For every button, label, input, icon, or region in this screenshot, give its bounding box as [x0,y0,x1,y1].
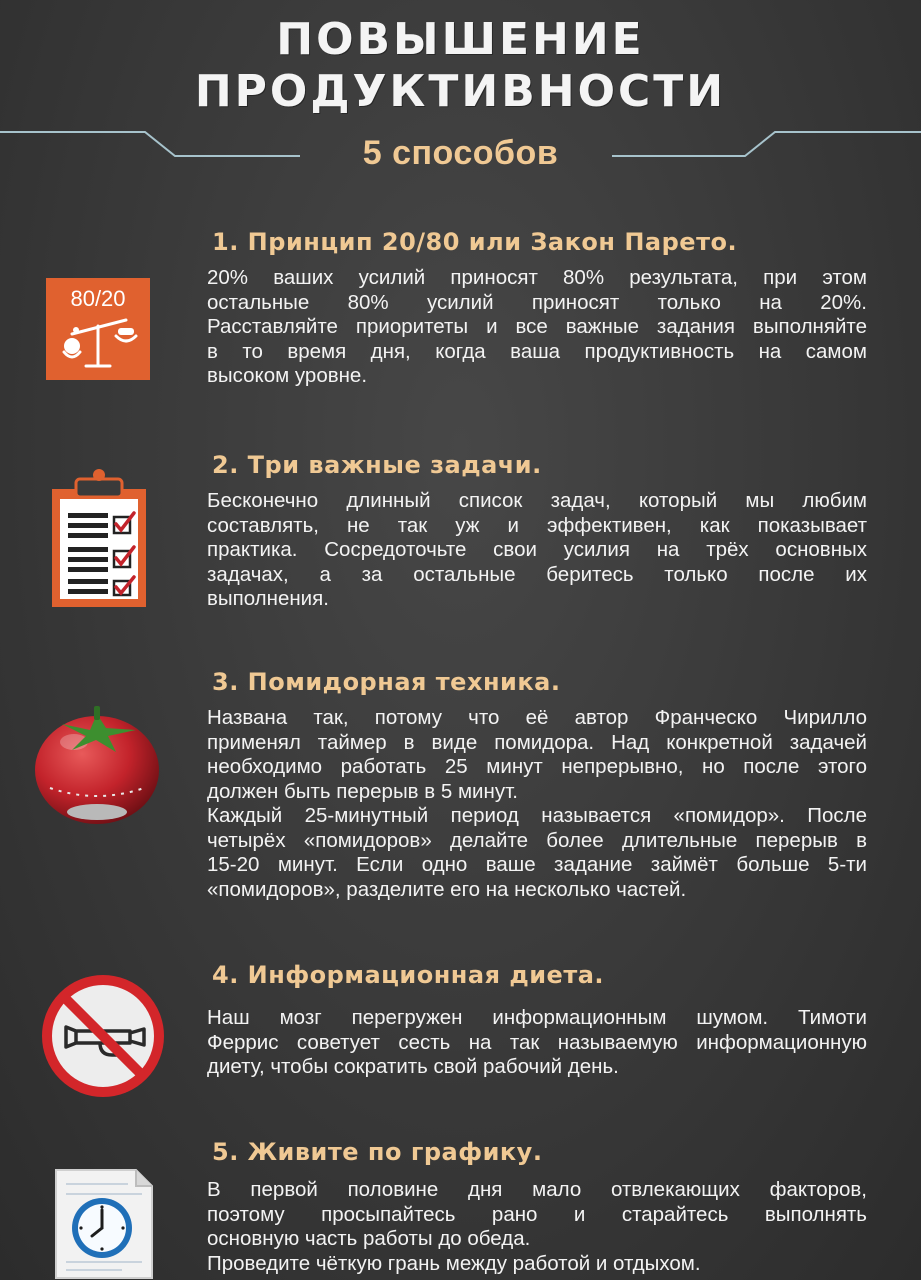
page-title-line-1: ПОВЫШЕНИЕ [276,14,645,65]
text-line: Каждый 25-минутный период называется «помидор». После [207,804,867,827]
text-line: четырёх «помидоров» делайте более длительные перерыв в [207,828,867,852]
clipboard-checklist-icon [50,467,148,609]
page-subtitle: 5 способов [362,134,559,172]
tomato-timer-icon [32,704,162,828]
section-text [207,266,867,389]
text-line: В первой половине дня мало отвлекающих факторов, [207,1178,867,1201]
section-text [207,1006,867,1080]
text-line: 15-20 минут. Если одно ваше задание займёт больше 5-ти [207,853,867,876]
text-line: высоком уровне. [207,364,368,387]
section-title: 3. Помидорная техника. [212,668,561,696]
section-title: 1. Принцип 20/80 или Закон Парето. [212,228,738,256]
page-title-line-2: ПРОДУКТИВНОСТИ [194,66,727,117]
section-title: 4. Информационная диета. [212,961,605,989]
text-line: в то время дня, когда ваша продуктивность на самом [207,339,867,363]
text-line: составлять, не так уж и эффективен, как показывает [207,513,867,537]
text-line: должен быть перерыв в 5 минут. [207,779,518,803]
text-line: Расставляйте приоритеты и все важные задания выполняйте [207,315,867,338]
section-text [207,706,867,902]
text-line: Феррис советует сесть на так называемую информационную [207,1030,867,1054]
text-line: диету, чтобы сократить свой рабочий день. [207,1055,619,1078]
scales-80-20-icon [46,278,150,380]
text-line: «помидоров», разделите его на несколько частей. [207,877,687,901]
section-title: 5. Живите по графику. [212,1138,543,1166]
text-line: Названа так, потому что её автор Франческо Чирилло [207,706,867,729]
text-line: задачах, а за остальные беритесь только после их [207,562,867,586]
text-line: Бесконечно длинный список задач, который мы любим [207,489,867,512]
text-line: применял таймер в виде помидора. Над конкретной задачей [207,730,867,754]
text-line: 20% ваших усилий приносят 80% результата, при этом [207,266,867,289]
section-text [207,489,867,612]
section-title: 2. Три важные задачи. [212,451,542,479]
text-line: остальные 80% усилий приносят только на 20%. [207,290,867,314]
section-text [207,1178,867,1276]
text-line: поэтому просыпайтесь рано и старайтесь выполнять [207,1202,867,1226]
icon-label: 80/20 [70,286,126,311]
text-line: необходимо работать 25 минут непрерывно, но после этого [207,755,867,778]
text-line: Наш мозг перегружен информационным шумом. Тимоти [207,1006,867,1029]
text-line: выполнения. [207,587,329,610]
text-line: практика. Сосредоточьте свои усилия на трёх основных [207,538,867,561]
clock-document-icon [52,1166,156,1280]
text-line: Проведите чёткую грань между работой и отдыхом. [207,1251,701,1275]
text-line: основную часть работы до обеда. [207,1227,531,1250]
no-horn-icon [40,973,166,1099]
